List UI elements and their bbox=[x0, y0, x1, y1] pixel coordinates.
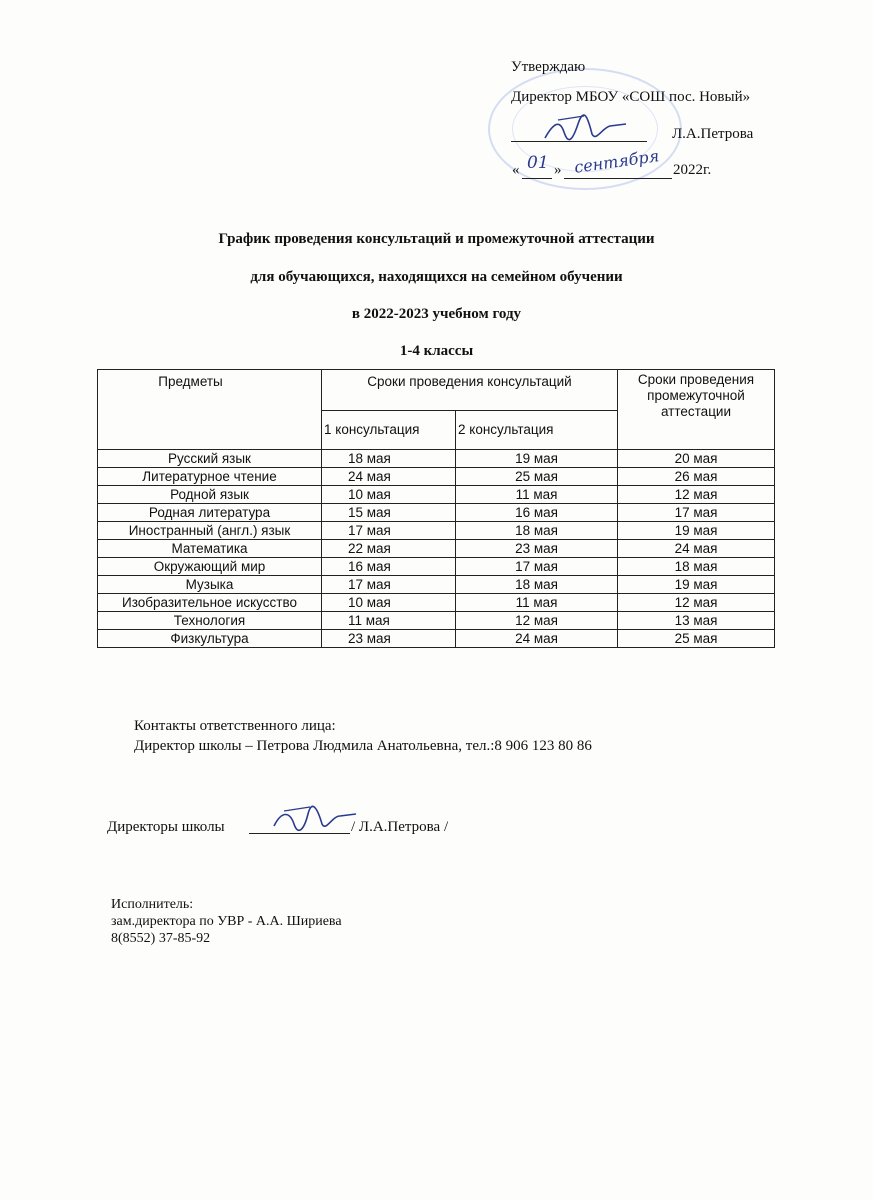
consultation-1-cell: 10 мая bbox=[322, 486, 456, 504]
consultation-1-cell: 17 мая bbox=[322, 576, 456, 594]
table-row bbox=[98, 504, 775, 522]
subject-cell: Русский язык bbox=[98, 450, 322, 468]
subject-cell: Литературное чтение bbox=[98, 468, 322, 486]
date-year: 2022г. bbox=[673, 162, 712, 178]
consultation-1-cell: 18 мая bbox=[322, 450, 456, 468]
consultation-1-cell: 17 мая bbox=[322, 522, 456, 540]
contacts-line: Директор школы – Петрова Людмила Анатольевна, тел.:8 906 123 80 86 bbox=[134, 738, 592, 754]
approve-word: Утверждаю bbox=[511, 59, 586, 75]
header-subjects: Предметы bbox=[98, 370, 322, 450]
subject-cell: Физкультура bbox=[98, 630, 322, 648]
consultation-1-cell: 10 мая bbox=[322, 594, 456, 612]
approver-name: Л.А.Петрова bbox=[672, 126, 754, 142]
title-line-1: График проведения консультаций и промежуточной аттестации bbox=[218, 231, 655, 247]
title-line-3: в 2022-2023 учебном году bbox=[351, 306, 522, 322]
consultation-2-cell: 24 мая bbox=[456, 630, 618, 648]
title-line-4: 1-4 классы bbox=[399, 343, 474, 359]
consultation-2-cell: 11 мая bbox=[456, 486, 618, 504]
attestation-cell: 17 мая bbox=[618, 504, 775, 522]
consultation-2-cell: 12 мая bbox=[456, 612, 618, 630]
consultation-1-cell: 22 мая bbox=[322, 540, 456, 558]
table-row bbox=[98, 468, 775, 486]
director-signature bbox=[268, 802, 358, 836]
attestation-cell: 12 мая bbox=[618, 594, 775, 612]
consultation-2-cell: 19 мая bbox=[456, 450, 618, 468]
header-consultations: Сроки проведения консультаций bbox=[322, 370, 618, 411]
table-row bbox=[98, 612, 775, 630]
table-row bbox=[98, 630, 775, 648]
approver-position: Директор МБОУ «СОШ пос. Новый» bbox=[511, 89, 751, 105]
subject-cell: Изобразительное искусство bbox=[98, 594, 322, 612]
attestation-cell: 12 мая bbox=[618, 486, 775, 504]
attestation-cell: 20 мая bbox=[618, 450, 775, 468]
header-consultation-1: 1 консультация bbox=[322, 411, 456, 450]
consultation-1-cell: 24 мая bbox=[322, 468, 456, 486]
consultation-2-cell: 25 мая bbox=[456, 468, 618, 486]
subject-cell: Математика bbox=[98, 540, 322, 558]
subject-cell: Родной язык bbox=[98, 486, 322, 504]
attestation-cell: 19 мая bbox=[618, 522, 775, 540]
subject-cell: Окружающий мир bbox=[98, 558, 322, 576]
consultation-2-cell: 17 мая bbox=[456, 558, 618, 576]
attestation-cell: 13 мая bbox=[618, 612, 775, 630]
consultation-2-cell: 18 мая bbox=[456, 522, 618, 540]
attestation-cell: 26 мая bbox=[618, 468, 775, 486]
table-row bbox=[98, 558, 775, 576]
subject-cell: Технология bbox=[98, 612, 322, 630]
approver-signature bbox=[540, 112, 630, 146]
header-attestation: Сроки проведения промежуточной аттестации bbox=[618, 370, 775, 450]
table-row bbox=[98, 450, 775, 468]
date-day-line bbox=[522, 178, 552, 179]
attestation-cell: 25 мая bbox=[618, 630, 775, 648]
date-open-quote: « bbox=[512, 162, 520, 178]
date-month-line bbox=[564, 178, 672, 179]
subject-cell: Музыка bbox=[98, 576, 322, 594]
consultation-2-cell: 23 мая bbox=[456, 540, 618, 558]
consultation-2-cell: 18 мая bbox=[456, 576, 618, 594]
table-row bbox=[98, 540, 775, 558]
schedule-table bbox=[97, 369, 775, 648]
executor-phone: 8(8552) 37-85-92 bbox=[111, 931, 211, 946]
attestation-cell: 24 мая bbox=[618, 540, 775, 558]
date-month: сентября bbox=[573, 146, 661, 177]
table-row bbox=[98, 522, 775, 540]
date-close-quote: » bbox=[554, 162, 562, 178]
title-line-2: для обучающихся, находящихся на семейном обучении bbox=[250, 269, 623, 285]
table-row bbox=[98, 486, 775, 504]
subject-cell: Родная литература bbox=[98, 504, 322, 522]
consultation-1-cell: 23 мая bbox=[322, 630, 456, 648]
attestation-cell: 18 мая bbox=[618, 558, 775, 576]
consultation-1-cell: 11 мая bbox=[322, 612, 456, 630]
consultation-1-cell: 15 мая bbox=[322, 504, 456, 522]
director-sign-label: Директоры школы bbox=[107, 819, 225, 835]
consultation-2-cell: 11 мая bbox=[456, 594, 618, 612]
table-row bbox=[98, 576, 775, 594]
director-sign-name: / Л.А.Петрова / bbox=[351, 819, 449, 835]
executor-heading: Исполнитель: bbox=[111, 897, 194, 912]
subject-cell: Иностранный (англ.) язык bbox=[98, 522, 322, 540]
consultation-2-cell: 16 мая bbox=[456, 504, 618, 522]
header-consultation-2: 2 консультация bbox=[456, 411, 618, 450]
table-row bbox=[98, 594, 775, 612]
contacts-heading: Контакты ответственного лица: bbox=[134, 718, 336, 734]
date-day: 01 bbox=[527, 153, 549, 173]
consultation-1-cell: 16 мая bbox=[322, 558, 456, 576]
executor-position: зам.директора по УВР - А.А. Шириева bbox=[111, 914, 342, 929]
attestation-cell: 19 мая bbox=[618, 576, 775, 594]
